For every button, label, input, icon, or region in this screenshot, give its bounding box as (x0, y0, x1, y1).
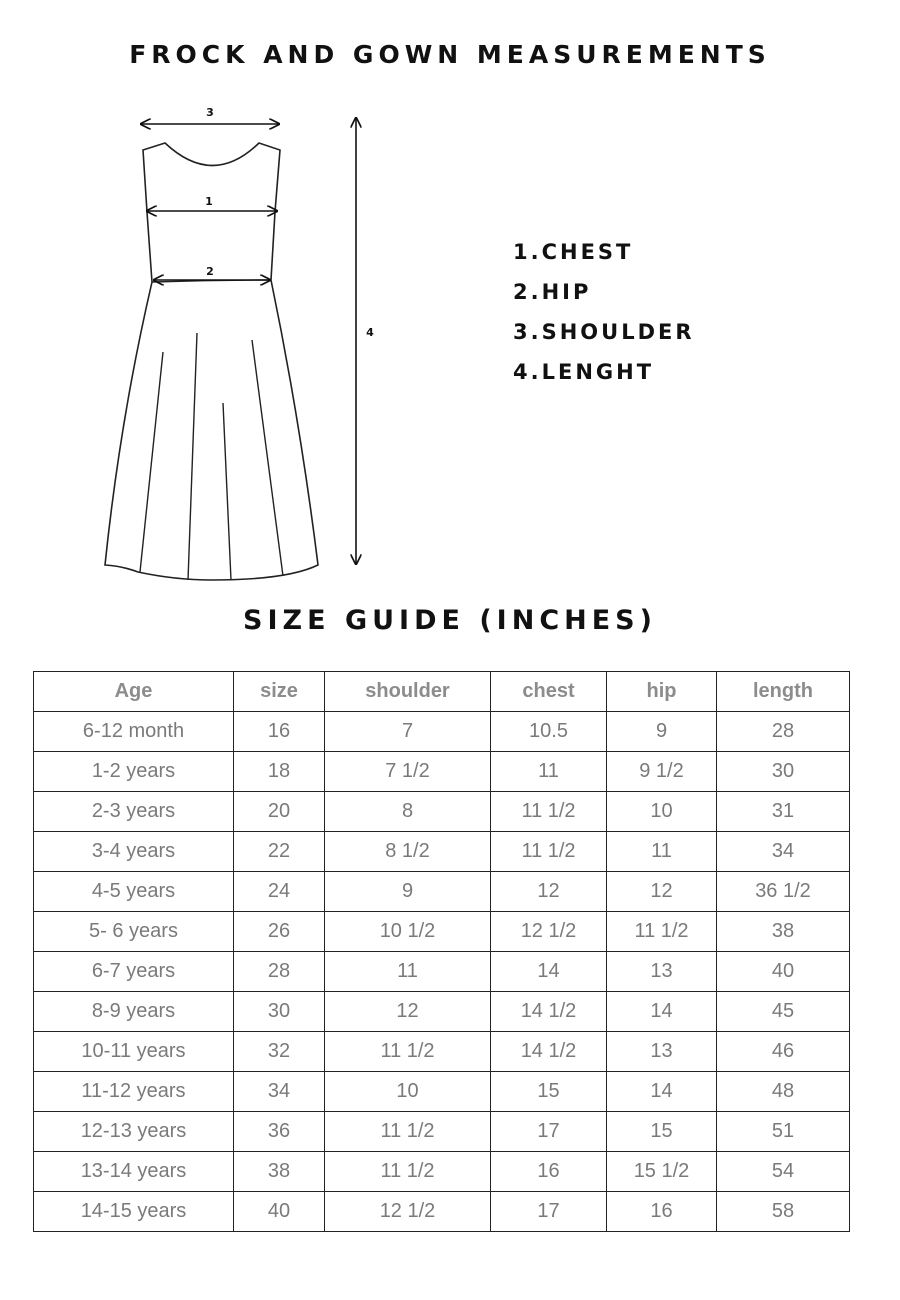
cell-length: 51 (717, 1112, 850, 1152)
cell-chest: 12 (491, 872, 607, 912)
cell-shoulder: 10 (325, 1072, 491, 1112)
column-header-chest: chest (491, 672, 607, 712)
hip-marker: 2 (206, 265, 214, 278)
cell-length: 28 (717, 712, 850, 752)
cell-age: 6-12 month (34, 712, 234, 752)
cell-hip: 9 (607, 712, 717, 752)
cell-chest: 15 (491, 1072, 607, 1112)
cell-shoulder: 12 (325, 992, 491, 1032)
cell-length: 58 (717, 1192, 850, 1232)
cell-age: 5- 6 years (34, 912, 234, 952)
cell-shoulder: 8 1/2 (325, 832, 491, 872)
table-row (34, 752, 850, 792)
cell-length: 45 (717, 992, 850, 1032)
cell-age: 1-2 years (34, 752, 234, 792)
cell-shoulder: 7 (325, 712, 491, 752)
measurement-legend (513, 238, 695, 398)
cell-chest: 14 (491, 952, 607, 992)
table-row (34, 912, 850, 952)
cell-hip: 11 (607, 832, 717, 872)
dress-outline (105, 143, 318, 580)
legend-item-shoulder: 3.SHOULDER (513, 320, 695, 344)
cell-length: 34 (717, 832, 850, 872)
cell-size: 22 (234, 832, 325, 872)
table-row (34, 1112, 850, 1152)
cell-hip: 14 (607, 992, 717, 1032)
cell-size: 24 (234, 872, 325, 912)
cell-size: 30 (234, 992, 325, 1032)
cell-hip: 14 (607, 1072, 717, 1112)
size-guide-title: SIZE GUIDE (INCHES) (243, 605, 657, 636)
cell-chest: 17 (491, 1112, 607, 1152)
table-row (34, 1192, 850, 1232)
cell-age: 3-4 years (34, 832, 234, 872)
table-row (34, 792, 850, 832)
cell-length: 31 (717, 792, 850, 832)
legend-item-chest: 1.CHEST (513, 240, 634, 264)
cell-chest: 16 (491, 1152, 607, 1192)
cell-shoulder: 12 1/2 (325, 1192, 491, 1232)
cell-chest: 10.5 (491, 712, 607, 752)
cell-shoulder: 11 (325, 952, 491, 992)
cell-hip: 10 (607, 792, 717, 832)
legend-item-hip: 2.HIP (513, 280, 592, 304)
cell-size: 40 (234, 1192, 325, 1232)
cell-hip: 15 1/2 (607, 1152, 717, 1192)
table-row (34, 952, 850, 992)
cell-chest: 14 1/2 (491, 1032, 607, 1072)
cell-size: 18 (234, 752, 325, 792)
cell-size: 38 (234, 1152, 325, 1192)
cell-size: 26 (234, 912, 325, 952)
cell-age: 2-3 years (34, 792, 234, 832)
cell-shoulder: 7 1/2 (325, 752, 491, 792)
cell-length: 48 (717, 1072, 850, 1112)
shoulder-marker: 3 (206, 106, 214, 119)
cell-age: 12-13 years (34, 1112, 234, 1152)
cell-age: 6-7 years (34, 952, 234, 992)
dress-diagram (95, 100, 395, 590)
table-row (34, 992, 850, 1032)
cell-hip: 13 (607, 952, 717, 992)
skirt-fold-1 (140, 352, 163, 572)
length-marker: 4 (366, 326, 374, 339)
table-row (34, 1072, 850, 1112)
cell-size: 32 (234, 1032, 325, 1072)
cell-shoulder: 11 1/2 (325, 1112, 491, 1152)
cell-hip: 16 (607, 1192, 717, 1232)
skirt-fold-4 (252, 340, 283, 576)
cell-shoulder: 11 1/2 (325, 1152, 491, 1192)
cell-shoulder: 9 (325, 872, 491, 912)
cell-age: 14-15 years (34, 1192, 234, 1232)
cell-size: 36 (234, 1112, 325, 1152)
cell-chest: 17 (491, 1192, 607, 1232)
cell-size: 20 (234, 792, 325, 832)
page-title: FROCK AND GOWN MEASUREMENTS (129, 40, 771, 69)
cell-chest: 11 1/2 (491, 832, 607, 872)
cell-age: 4-5 years (34, 872, 234, 912)
table-row (34, 832, 850, 872)
cell-shoulder: 8 (325, 792, 491, 832)
cell-shoulder: 10 1/2 (325, 912, 491, 952)
table-row (34, 1152, 850, 1192)
cell-length: 54 (717, 1152, 850, 1192)
column-header-size: size (234, 672, 325, 712)
table-row (34, 872, 850, 912)
chest-marker: 1 (205, 195, 213, 208)
cell-hip: 11 1/2 (607, 912, 717, 952)
table-row (34, 712, 850, 752)
column-header-length: length (717, 672, 850, 712)
cell-length: 46 (717, 1032, 850, 1072)
cell-hip: 13 (607, 1032, 717, 1072)
cell-chest: 11 1/2 (491, 792, 607, 832)
column-header-hip: hip (607, 672, 717, 712)
table-header-row (34, 672, 850, 712)
cell-size: 16 (234, 712, 325, 752)
cell-age: 13-14 years (34, 1152, 234, 1192)
cell-length: 40 (717, 952, 850, 992)
cell-length: 36 1/2 (717, 872, 850, 912)
cell-hip: 15 (607, 1112, 717, 1152)
column-header-age: Age (34, 672, 234, 712)
legend-item-length: 4.LENGHT (513, 360, 655, 384)
cell-size: 34 (234, 1072, 325, 1112)
cell-hip: 12 (607, 872, 717, 912)
cell-length: 30 (717, 752, 850, 792)
cell-shoulder: 11 1/2 (325, 1032, 491, 1072)
cell-age: 8-9 years (34, 992, 234, 1032)
cell-age: 10-11 years (34, 1032, 234, 1072)
size-guide-table (33, 671, 850, 1232)
cell-size: 28 (234, 952, 325, 992)
cell-chest: 12 1/2 (491, 912, 607, 952)
skirt-fold-3 (223, 403, 231, 580)
cell-chest: 14 1/2 (491, 992, 607, 1032)
cell-length: 38 (717, 912, 850, 952)
table-row (34, 1032, 850, 1072)
cell-hip: 9 1/2 (607, 752, 717, 792)
cell-age: 11-12 years (34, 1072, 234, 1112)
column-header-shoulder: shoulder (325, 672, 491, 712)
cell-chest: 11 (491, 752, 607, 792)
skirt-fold-2 (188, 333, 197, 580)
